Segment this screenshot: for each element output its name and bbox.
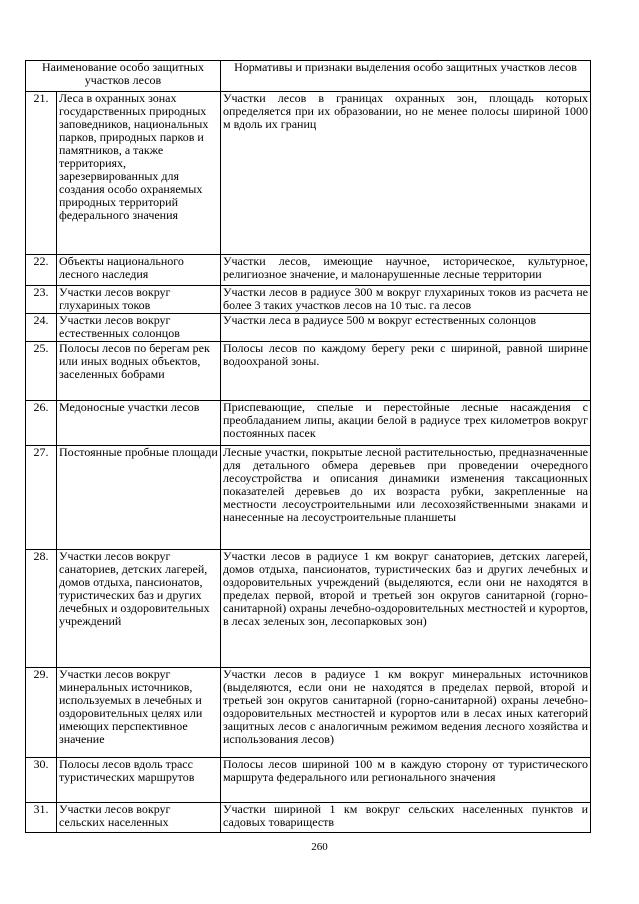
row-criteria: Участки лесов, имеющие научное, историческое, культурное, религиозное значение, и малонарушенные лесные территории <box>221 255 591 286</box>
table-header-row <box>26 61 591 92</box>
row-name: Полосы лесов по берегам рек или иных водных объектов, заселенных бобрами <box>57 342 221 401</box>
table-row <box>26 803 591 833</box>
row-number: 29. <box>26 668 57 758</box>
row-number: 30. <box>26 758 57 803</box>
row-number: 23. <box>26 286 57 314</box>
header-name: Наименование особо защитных участков лесов <box>26 61 221 92</box>
table-row <box>26 550 591 668</box>
row-number: 31. <box>26 803 57 833</box>
row-number: 27. <box>26 446 57 550</box>
table-row <box>26 255 591 286</box>
row-criteria: Участки лесов в границах охранных зон, площадь которых определяется при их образовании, но не менее полосы шириной 1000 м вдоль их границ <box>221 92 591 255</box>
row-criteria: Полосы лесов по каждому берегу реки с шириной, равной ширине водоохраной зоны. <box>221 342 591 401</box>
regulations-table <box>25 60 591 833</box>
row-number: 22. <box>26 255 57 286</box>
row-name: Объекты национального лесного наследия <box>57 255 221 286</box>
row-number: 24. <box>26 314 57 342</box>
row-name: Участки лесов вокруг санаториев, детских лагерей, домов отдыха, пансионатов, туристических баз и других лечебных и оздоровительных учреждений <box>57 550 221 668</box>
table-row <box>26 342 591 401</box>
row-number: 26. <box>26 401 57 446</box>
row-criteria: Участки лесов в радиусе 1 км вокруг минеральных источников (выделяются, если они не находятся в пределах первой, второй и третьей зон округов санитарной (горно-санитарной) охраны лечебно-оздоровительных местностей и курортов или в лесах иных категорий защитных лесов с аналогичным режимом ведения лесного хозяйства и использования лесов) <box>221 668 591 758</box>
row-name: Леса в охранных зонах государственных природных заповедников, национальных парков, природных парков и памятников, а также территориях, зарезервированных для создания особо охраняемых природных территорий федерального значения <box>57 92 221 255</box>
table-row <box>26 446 591 550</box>
row-criteria: Участки лесов в радиусе 300 м вокруг глухариных токов из расчета не более 3 таких участков лесов на 10 тыс. га лесов <box>221 286 591 314</box>
row-name: Медоносные участки лесов <box>57 401 221 446</box>
row-name: Участки лесов вокруг глухариных токов <box>57 286 221 314</box>
row-name: Участки лесов вокруг сельских населенных <box>57 803 221 833</box>
row-number: 28. <box>26 550 57 668</box>
row-criteria: Участки лесов в радиусе 1 км вокруг санаториев, детских лагерей, домов отдыха, пансионатов, туристических баз и других лечебных и оздоровительных учреждений (выделяются, если они не находятся в пределах первой, второй и третьей зон округов санитарной (горно-санитарной) охраны лечебно-оздоровительных местностей и курортов, в лесах зеленых зон, лесопарковых зон) <box>221 550 591 668</box>
row-name: Участки лесов вокруг естественных солонцов <box>57 314 221 342</box>
row-criteria: Лесные участки, покрытые лесной растительностью, предназначенные для детального обмера деревьев при проведении очередного лесоустройства и описания динамики изменения таксационных показателей деревьев до их возраста рубки, закрепленные на местности лесоустроительными или лесохозяйственными знаками и нанесенные на лесоустроительные планшеты <box>221 446 591 550</box>
row-number: 25. <box>26 342 57 401</box>
row-criteria: Приспевающие, спелые и перестойные лесные насаждения с преобладанием липы, акации белой в радиусе трех километров вокруг постоянных пасек <box>221 401 591 446</box>
table-row <box>26 92 591 255</box>
row-criteria: Участки шириной 1 км вокруг сельских населенных пунктов и садовых товариществ <box>221 803 591 833</box>
row-name: Участки лесов вокруг минеральных источников, используемых в лечебных и оздоровительных целях или имеющих перспективное значение <box>57 668 221 758</box>
row-number: 21. <box>26 92 57 255</box>
page-number: 260 <box>311 841 328 853</box>
table-row <box>26 314 591 342</box>
header-criteria: Нормативы и признаки выделения особо защитных участков лесов <box>221 61 591 92</box>
row-name: Постоянные пробные площади <box>57 446 221 550</box>
row-name: Полосы лесов вдоль трасс туристических маршрутов <box>57 758 221 803</box>
table-row <box>26 286 591 314</box>
row-criteria: Полосы лесов шириной 100 м в каждую сторону от туристического маршрута федерального или регионального значения <box>221 758 591 803</box>
table-row <box>26 668 591 758</box>
table-row <box>26 401 591 446</box>
table-row <box>26 758 591 803</box>
row-criteria: Участки леса в радиусе 500 м вокруг естественных солонцов <box>221 314 591 342</box>
